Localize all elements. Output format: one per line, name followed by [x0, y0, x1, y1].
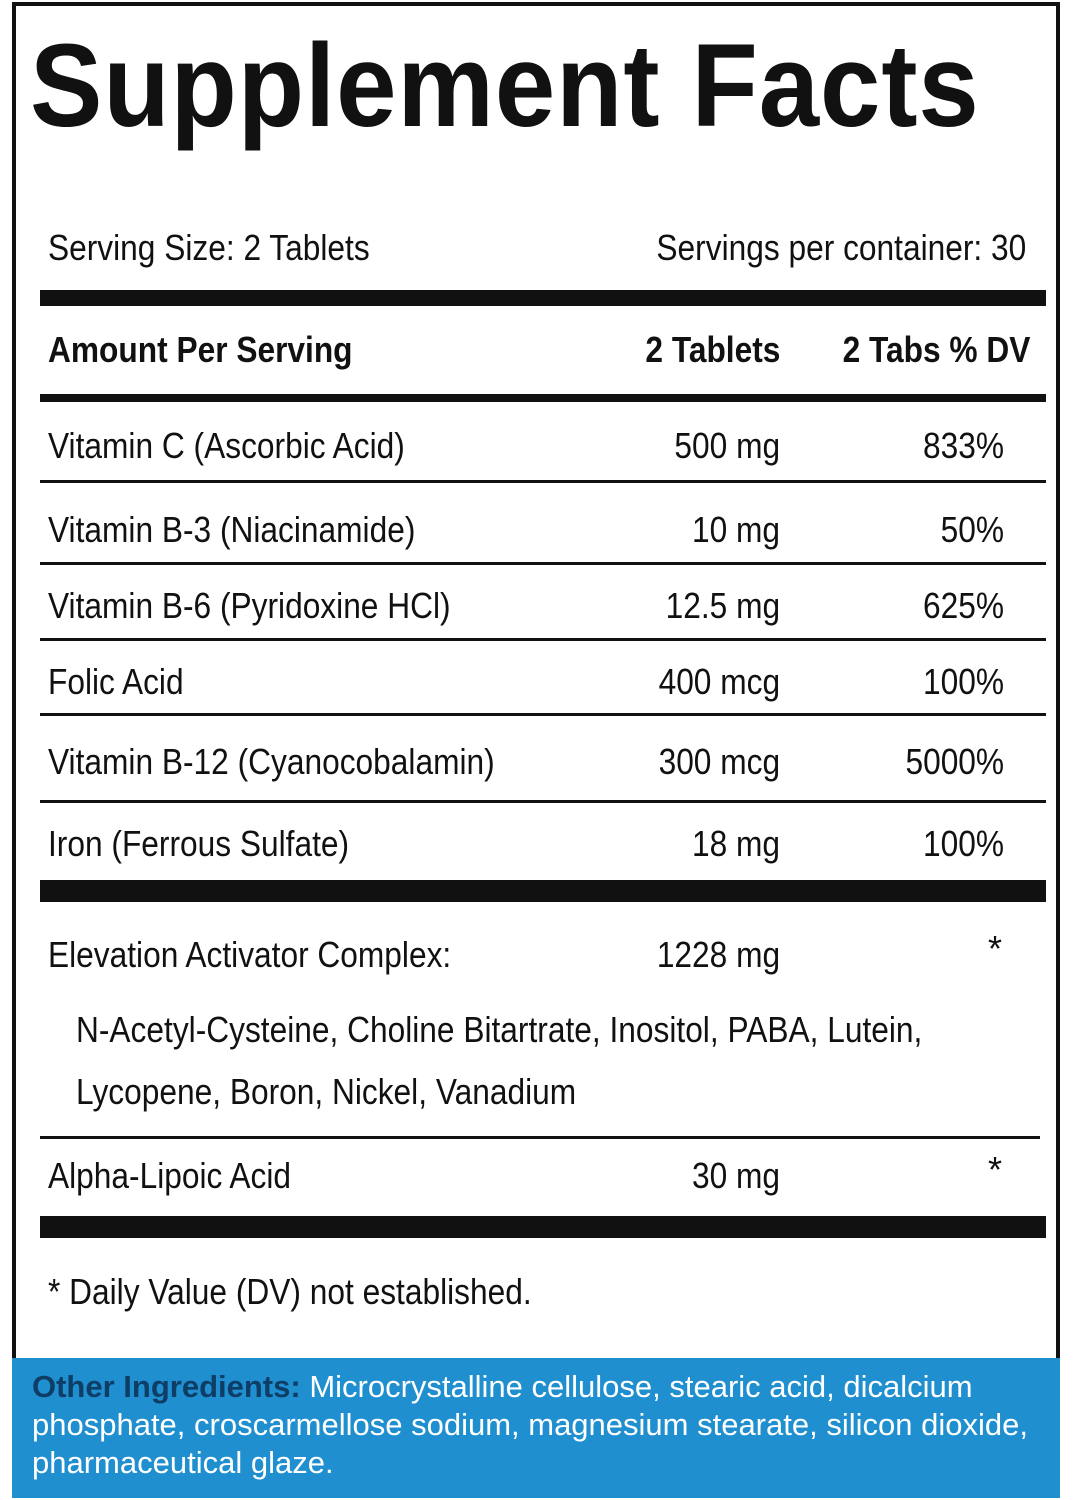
row-divider	[40, 562, 1046, 565]
complex-amount: 1228 mg	[656, 934, 780, 975]
nutrient-amount: 500 mg	[674, 425, 780, 466]
header-dv: 2 Tabs % DV	[842, 329, 1030, 370]
nutrient-dv: 100%	[922, 661, 1004, 702]
nutrient-dv: 100%	[922, 823, 1004, 864]
complex-name: Elevation Activator Complex:	[48, 934, 452, 975]
nutrient-dv: 5000%	[905, 741, 1004, 782]
other-ingredients-text	[32, 1368, 1040, 1482]
nutrient-row	[48, 426, 1038, 470]
row-divider	[40, 800, 1046, 803]
panel-title: Supplement Facts	[30, 20, 980, 152]
nutrient-amount: 400 mcg	[658, 661, 780, 702]
other-ingredients-label: Other Ingredients:	[32, 1369, 301, 1404]
footnote: * Daily Value (DV) not established.	[48, 1271, 532, 1312]
nutrient-amount: 12.5 mg	[665, 585, 780, 626]
nutrient-amount: 10 mg	[691, 509, 780, 550]
nutrient-dv: *	[987, 1149, 1002, 1190]
nutrient-row	[48, 742, 1038, 786]
complex-row	[48, 928, 1038, 979]
row-divider	[40, 638, 1046, 641]
serving-size: Serving Size: 2 Tablets	[48, 227, 370, 268]
nutrient-amount: 300 mcg	[658, 741, 780, 782]
header-amount-per-serving: Amount Per Serving	[48, 329, 353, 370]
nutrient-dv: 625%	[922, 585, 1004, 626]
row-divider	[40, 1136, 1040, 1139]
nutrient-dv: 833%	[922, 425, 1004, 466]
column-header-row	[48, 330, 1038, 374]
thick-divider	[40, 290, 1046, 306]
header-divider	[40, 394, 1046, 402]
nutrient-name: Alpha-Lipoic Acid	[48, 1155, 292, 1196]
nutrient-amount: 18 mg	[691, 823, 780, 864]
nutrient-row	[48, 510, 1038, 554]
nutrient-amount: 30 mg	[691, 1155, 780, 1196]
header-amount: 2 Tablets	[645, 329, 780, 370]
nutrient-name: Vitamin B-3 (Niacinamide)	[48, 509, 416, 550]
nutrient-row	[48, 662, 1038, 706]
nutrient-name: Folic Acid	[48, 661, 184, 702]
nutrient-row	[48, 1149, 1038, 1200]
nutrient-dv: 50%	[940, 509, 1004, 550]
complex-ingredients: Lycopene, Boron, Nickel, Vanadium	[76, 1071, 577, 1112]
servings-per-container: Servings per container: 30	[656, 227, 1026, 268]
nutrient-name: Vitamin B-6 (Pyridoxine HCl)	[48, 585, 451, 626]
nutrient-name: Vitamin B-12 (Cyanocobalamin)	[48, 741, 495, 782]
row-divider	[40, 713, 1046, 716]
nutrient-name: Iron (Ferrous Sulfate)	[48, 823, 350, 864]
complex-dv: *	[987, 928, 1002, 969]
nutrient-name: Vitamin C (Ascorbic Acid)	[48, 425, 405, 466]
other-ingredients-band	[12, 1358, 1060, 1498]
nutrient-row	[48, 586, 1038, 630]
thick-divider	[40, 1216, 1046, 1238]
nutrient-row	[48, 824, 1038, 868]
complex-ingredients: N-Acetyl-Cysteine, Choline Bitartrate, Inositol, PABA, Lutein,	[76, 1009, 923, 1050]
other-ingredients-list: Microcrystalline cellulose, stearic acid, dicalcium phosphate, croscarmellose sodium, magnesium stearate, silicon dioxide, pharmaceutical glaze.	[32, 1369, 1028, 1480]
row-divider	[40, 480, 1046, 483]
thick-divider	[40, 880, 1046, 902]
